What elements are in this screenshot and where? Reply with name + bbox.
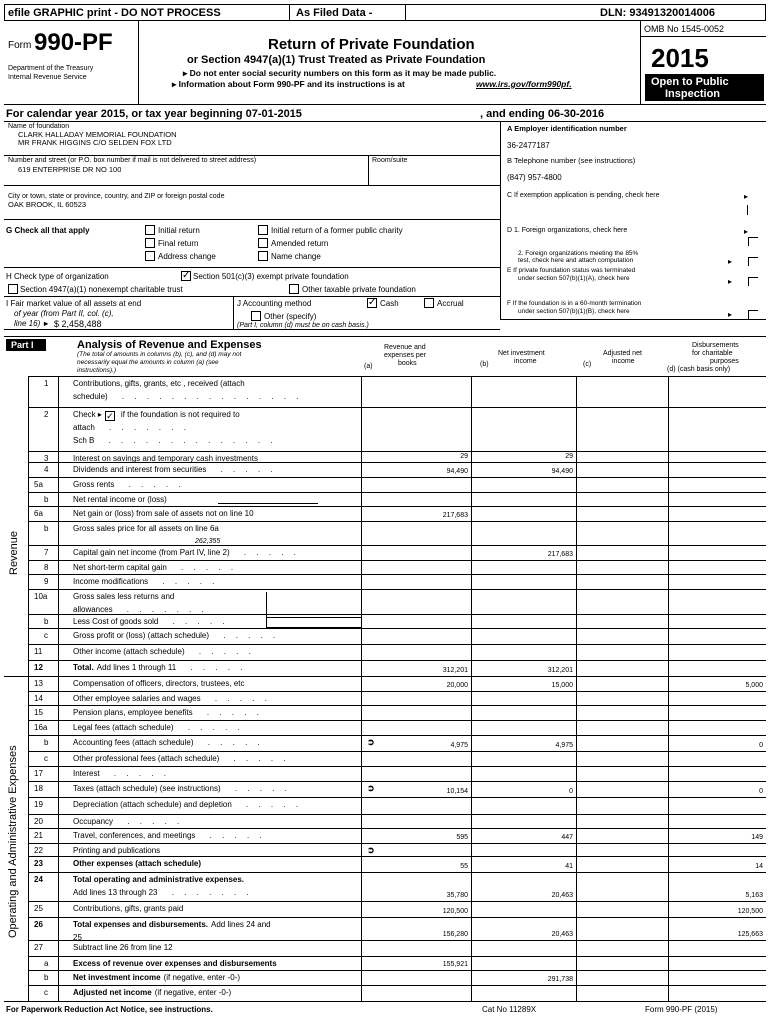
line-description: Net investment income (if negative, enter -0-) bbox=[73, 973, 241, 982]
row-divider bbox=[28, 644, 766, 645]
row-divider bbox=[28, 691, 766, 692]
tax-year: 2015 bbox=[651, 43, 709, 73]
col-a-value: 29 bbox=[460, 453, 468, 460]
row-divider bbox=[28, 781, 766, 782]
initial-former-label: Initial return of a former public charity bbox=[271, 226, 403, 235]
row-divider bbox=[28, 872, 766, 873]
line-description-cont: 25 bbox=[73, 933, 82, 942]
line-description: Total expenses and disbursements. Add lines 24 and bbox=[73, 920, 271, 929]
col-a-value: 156,280 bbox=[442, 931, 468, 938]
line-description: Pension plans, employee benefits . . . . . bbox=[73, 708, 263, 717]
col-d-value: 125,663 bbox=[737, 931, 763, 938]
line-number: 23 bbox=[34, 859, 43, 868]
line-description: Compensation of officers, directors, trustees, etc bbox=[73, 679, 245, 688]
ein-value: 36-2477187 bbox=[507, 141, 550, 150]
row-divider bbox=[28, 843, 766, 844]
foreign-org-label: D 1. Foreign organizations, check here bbox=[507, 227, 628, 234]
line-description: Dividends and interest from securities . . . . . bbox=[73, 465, 277, 474]
line-description: Other professional fees (attach schedule) . . . . . bbox=[73, 754, 290, 763]
row-divider bbox=[28, 477, 766, 478]
row-divider bbox=[28, 705, 766, 706]
city-label: City or town, state or province, country, and ZIP or foreign postal code bbox=[8, 193, 225, 200]
row-divider bbox=[28, 462, 766, 463]
room-label: Room/suite bbox=[372, 157, 408, 164]
cash-label: Cash bbox=[380, 299, 399, 308]
part1-title: Analysis of Revenue and Expenses bbox=[77, 339, 262, 351]
line-number: 19 bbox=[34, 800, 43, 809]
line-description-cont: allowances . . . . . . . bbox=[73, 605, 208, 614]
line-description: Total. Add lines 1 through 11 . . . . . bbox=[73, 663, 247, 672]
tax-period: For calendar year 2015, or tax year beginning 07-01-2015 bbox=[6, 108, 302, 120]
g-label: G Check all that apply bbox=[6, 226, 90, 235]
row-divider bbox=[28, 560, 766, 561]
line-number: b bbox=[44, 617, 49, 626]
dln: DLN: 93491320014006 bbox=[600, 7, 715, 19]
row-divider bbox=[28, 970, 766, 971]
col-a-tag: (a) bbox=[364, 363, 373, 370]
col-d-value: 14 bbox=[755, 863, 763, 870]
footer-form: Form 990-PF (2015) bbox=[645, 1005, 718, 1014]
line-number: 21 bbox=[34, 831, 43, 840]
col-d-head-2: for charitable bbox=[692, 350, 733, 357]
line-number: 14 bbox=[34, 694, 43, 703]
col-a-value: 35,780 bbox=[446, 892, 468, 899]
line-number: 24 bbox=[34, 875, 43, 884]
inspection: Inspection bbox=[665, 88, 721, 100]
line-number: 17 bbox=[34, 769, 43, 778]
4947-label: Section 4947(a)(1) nonexempt charitable trust bbox=[20, 285, 183, 294]
line-description-cont: Add lines 13 through 23 . . . . . . . bbox=[73, 888, 253, 897]
open-public: Open to Public bbox=[651, 76, 729, 88]
col-a-head-2: expenses per bbox=[384, 352, 427, 359]
fmv-label-3: line 16) bbox=[14, 319, 41, 328]
accrual-label: Accrual bbox=[437, 299, 464, 308]
exemption-pending-label: C If exemption application is pending, check here bbox=[507, 192, 660, 199]
col-d-value: 5,163 bbox=[745, 892, 763, 899]
info-note: ▸ Information about Form 990-PF and its instructions is at bbox=[172, 79, 405, 89]
line-description: Gross profit or (loss) (attach schedule) . . . . . bbox=[73, 631, 280, 640]
line-number: 13 bbox=[34, 679, 43, 688]
checkbox-c[interactable] bbox=[747, 205, 748, 215]
arrow-c: ▸ bbox=[744, 192, 749, 201]
dept-irs: Internal Revenue Service bbox=[8, 74, 87, 81]
col-a-value: 94,490 bbox=[446, 468, 468, 475]
street-address: 619 ENTERPRISE DR NO 100 bbox=[18, 165, 122, 174]
form-number: 990-PF bbox=[34, 29, 113, 56]
phone-value: (847) 957-4800 bbox=[507, 173, 562, 182]
line-description: Other employee salaries and wages . . . . . bbox=[73, 694, 271, 703]
checkbox-e[interactable] bbox=[748, 277, 758, 286]
part1-sub-3: instructions).) bbox=[77, 367, 117, 374]
col-b-value: 20,463 bbox=[551, 931, 573, 938]
line-description: Subtract line 26 from line 12 bbox=[73, 943, 173, 952]
irs-link[interactable]: www.irs.gov/form990pf. bbox=[476, 79, 572, 89]
line-number: 18 bbox=[34, 784, 43, 793]
name-label: Name of foundation bbox=[8, 123, 70, 130]
col-d-value: 149 bbox=[751, 834, 763, 841]
expenses-side-label: Operating and Administrative Expenses bbox=[7, 745, 19, 938]
line-description: Contributions, gifts, grants, etc , received (attach bbox=[73, 379, 245, 388]
row-divider bbox=[28, 589, 766, 590]
line-number: 2 bbox=[44, 410, 49, 419]
line-description: Check ▸ ✓ if the foundation is not required to bbox=[73, 410, 240, 421]
line-number: 20 bbox=[34, 817, 43, 826]
line-number: c bbox=[44, 631, 48, 640]
line-description: Total operating and administrative expenses. bbox=[73, 875, 245, 884]
col-a-value: 4,975 bbox=[450, 742, 468, 749]
line-description-cont: schedule) . . . . . . . . . . . . . . . bbox=[73, 392, 303, 401]
line-description: Gross sales less returns and bbox=[73, 592, 175, 601]
col-c-tag: (c) bbox=[583, 361, 592, 368]
row-divider bbox=[28, 956, 766, 957]
line-description: Excess of revenue over expenses and disbursements bbox=[73, 959, 277, 968]
row-divider bbox=[28, 720, 766, 721]
dept-treasury: Department of the Treasury bbox=[8, 65, 94, 72]
line-number: 16a bbox=[34, 723, 48, 732]
line-description: Taxes (attach schedule) (see instructions) . . . . . bbox=[73, 784, 291, 793]
final-return-label: Final return bbox=[158, 239, 199, 248]
amended-return-checkbox[interactable] bbox=[258, 238, 268, 248]
line-description: Net gain or (loss) from sale of assets not on line 10 bbox=[73, 509, 254, 518]
row-divider bbox=[28, 856, 766, 857]
col-c-head-2: income bbox=[612, 358, 635, 365]
form-subtitle: or Section 4947(a)(1) Trust Treated as Private Foundation bbox=[187, 54, 486, 66]
col-b-value: 291,738 bbox=[547, 976, 573, 983]
col-d-head-3: purposes bbox=[710, 358, 739, 365]
line-number: 22 bbox=[34, 846, 43, 855]
line-description: Adjusted net income (if negative, enter -0-) bbox=[73, 988, 232, 997]
efile-label: efile GRAPHIC print - DO NOT PROCESS bbox=[8, 7, 221, 19]
line-description: Interest . . . . . bbox=[73, 769, 170, 778]
line-number: a bbox=[44, 959, 49, 968]
address-change-checkbox[interactable] bbox=[145, 251, 155, 261]
sixty-month-label-2: under section 507(b)(1)(B), check here bbox=[518, 308, 630, 315]
foreign-85-label-2: test, check here and attach computation bbox=[518, 257, 634, 264]
line-description: Capital gain net income (from Part IV, line 2) . . . . . bbox=[73, 548, 300, 557]
row-divider bbox=[28, 376, 766, 377]
other-taxable-checkbox[interactable] bbox=[289, 284, 299, 294]
form-title: Return of Private Foundation bbox=[268, 36, 475, 53]
fmv-value: $ 2,458,488 bbox=[54, 319, 102, 329]
arrow-e: ▸ bbox=[728, 277, 733, 286]
row-divider bbox=[28, 917, 766, 918]
501c3-label: Section 501(c)(3) exempt private foundation bbox=[193, 272, 349, 281]
line-number: 10a bbox=[34, 592, 48, 601]
line-description: Less Cost of goods sold . . . . . bbox=[73, 617, 229, 626]
other-taxable-label: Other taxable private foundation bbox=[302, 285, 416, 294]
col-d-value: 0 bbox=[759, 788, 763, 795]
col-b-value: 15,000 bbox=[551, 682, 573, 689]
attached-schedule-icon[interactable]: ➲ bbox=[367, 737, 375, 747]
row-divider bbox=[28, 735, 766, 736]
line-number: 5a bbox=[34, 480, 43, 489]
row-divider bbox=[28, 660, 766, 661]
line-number: 9 bbox=[44, 577, 49, 586]
initial-return-label: Initial return bbox=[158, 226, 200, 235]
accounting-method-label: J Accounting method bbox=[237, 299, 312, 308]
501c3-checkbox[interactable]: ✓ bbox=[182, 270, 191, 281]
asfiled-label: As Filed Data - bbox=[296, 7, 373, 19]
line-description-cont: Sch B . . . . . . . . . . . . . . bbox=[73, 436, 277, 445]
arrow-d2: ▸ bbox=[728, 257, 733, 266]
col-b-tag: (b) bbox=[480, 361, 489, 368]
sch-b-checkbox[interactable]: ✓ bbox=[106, 411, 114, 421]
line-number: b bbox=[44, 738, 49, 747]
terminated-label-2: under section 507(b)(1)(A), check here bbox=[518, 275, 630, 282]
footer-paperwork: For Paperwork Reduction Act Notice, see instructions. bbox=[6, 1005, 213, 1014]
line-number: 11 bbox=[34, 647, 43, 656]
col-a-value: 120,500 bbox=[442, 908, 468, 915]
row-divider bbox=[28, 751, 766, 752]
line-number: 4 bbox=[44, 465, 49, 474]
col-b-value: 0 bbox=[569, 788, 573, 795]
col-a-value: 312,201 bbox=[442, 667, 468, 674]
foundation-name-1: CLARK HALLADAY MEMORIAL FOUNDATION bbox=[18, 130, 177, 139]
line-number: 25 bbox=[34, 904, 43, 913]
col-a-value: 155,921 bbox=[442, 961, 468, 968]
line-description: Other expenses (attach schedule) bbox=[73, 859, 202, 868]
tax-period-end: , and ending 06-30-2016 bbox=[480, 108, 605, 120]
attached-schedule-icon[interactable]: ➲ bbox=[367, 845, 375, 855]
row-divider bbox=[28, 492, 766, 493]
omb-number: OMB No 1545-0052 bbox=[644, 24, 725, 34]
col-d-value: 120,500 bbox=[737, 908, 763, 915]
row-divider bbox=[28, 828, 766, 829]
row-divider bbox=[28, 614, 766, 615]
line-description: Occupancy . . . . . bbox=[73, 817, 184, 826]
line-description: Gross sales price for all assets on line 6a bbox=[73, 524, 219, 533]
row-divider bbox=[28, 940, 766, 941]
part1-sub-1: (The total of amounts in columns (b), (c), and (d) may not bbox=[77, 351, 242, 358]
line-number: 3 bbox=[44, 454, 49, 463]
fmv-arrow: ▸ bbox=[44, 319, 49, 328]
other-method-label: Other (specify) bbox=[264, 312, 317, 321]
amended-return-label: Amended return bbox=[271, 239, 329, 248]
row-divider bbox=[28, 766, 766, 767]
line-description: Depreciation (attach schedule) and depletion . . . . . bbox=[73, 800, 303, 809]
line-number: 7 bbox=[44, 548, 49, 557]
line-number: 15 bbox=[34, 708, 43, 717]
cash-basis-note: (Part I, column (d) must be on cash basis.) bbox=[237, 322, 369, 329]
cash-checkbox[interactable]: ✓ bbox=[368, 297, 377, 308]
form-prefix: Form bbox=[8, 40, 32, 51]
row-divider bbox=[28, 676, 766, 677]
line-number: 6a bbox=[34, 509, 43, 518]
foreign-85-label-1: 2. Foreign organizations meeting the 85% bbox=[518, 250, 639, 257]
row-divider bbox=[28, 521, 766, 522]
ssn-note: ▸ Do not enter social security numbers on this form as it may be made public. bbox=[183, 68, 497, 78]
inner-entry-box[interactable] bbox=[266, 592, 361, 628]
row-divider bbox=[28, 407, 766, 408]
col-d-value: 5,000 bbox=[745, 682, 763, 689]
fmv-label-1: I Fair market value of all assets at end bbox=[6, 299, 142, 308]
line-description: Accounting fees (attach schedule) . . . . . bbox=[73, 738, 264, 747]
line-number: 1 bbox=[44, 379, 49, 388]
arrow-f: ▸ bbox=[728, 310, 733, 319]
initial-return-checkbox[interactable] bbox=[145, 225, 155, 235]
revenue-side-label: Revenue bbox=[8, 530, 20, 575]
line-number: c bbox=[44, 754, 48, 763]
col-a-head-3: books bbox=[398, 360, 417, 367]
row-divider bbox=[28, 545, 766, 546]
street-label: Number and street (or P.O. box number if mail is not delivered to street address) bbox=[8, 157, 257, 164]
accrual-checkbox[interactable] bbox=[424, 298, 434, 308]
city-address: OAK BROOK, IL 60523 bbox=[8, 200, 87, 209]
col-d-head-1: Disbursements bbox=[692, 342, 739, 349]
line-number: b bbox=[44, 495, 49, 504]
other-method-checkbox[interactable] bbox=[251, 311, 261, 321]
arrow-d1: ▸ bbox=[744, 227, 749, 236]
ein-label: A Employer identification number bbox=[507, 124, 627, 133]
h-label: H Check type of organization bbox=[6, 272, 109, 281]
row-divider bbox=[28, 628, 766, 629]
checkbox-f[interactable] bbox=[748, 310, 758, 319]
col-a-value: 20,000 bbox=[446, 682, 468, 689]
col-a-head-1: Revenue and bbox=[384, 344, 426, 351]
line-number: c bbox=[44, 988, 48, 997]
footer-cat: Cat No 11289X bbox=[482, 1005, 537, 1014]
line-description-cont: 262,355 bbox=[195, 538, 221, 545]
row-divider bbox=[28, 901, 766, 902]
line-description: Net rental income or (loss) bbox=[73, 495, 167, 504]
col-b-value: 29 bbox=[565, 453, 573, 460]
row-divider bbox=[28, 506, 766, 507]
col-b-value: 4,975 bbox=[555, 742, 573, 749]
row-divider bbox=[28, 985, 766, 986]
line-description: Legal fees (attach schedule) . . . . . bbox=[73, 723, 244, 732]
phone-label: B Telephone number (see instructions) bbox=[507, 156, 636, 165]
attached-schedule-icon[interactable]: ➲ bbox=[367, 783, 375, 793]
row-divider bbox=[28, 574, 766, 575]
line-description: Contributions, gifts, grants paid bbox=[73, 904, 184, 913]
checkbox-d2[interactable] bbox=[748, 257, 758, 266]
line-description: Other income (attach schedule) . . . . . bbox=[73, 647, 255, 656]
line-number: b bbox=[44, 524, 49, 533]
foundation-name-2: MR FRANK HIGGINS C/O SELDEN FOX LTD bbox=[18, 138, 172, 147]
row-divider bbox=[28, 797, 766, 798]
checkbox-d1[interactable] bbox=[748, 237, 758, 246]
final-return-checkbox[interactable] bbox=[145, 238, 155, 248]
initial-former-checkbox[interactable] bbox=[258, 225, 268, 235]
line-number: 27 bbox=[34, 943, 43, 952]
col-a-value: 595 bbox=[456, 834, 468, 841]
line-number: 12 bbox=[34, 663, 43, 672]
line-description: Printing and publications bbox=[73, 846, 161, 855]
line-description: Gross rents . . . . . bbox=[73, 480, 185, 489]
col-b-value: 217,683 bbox=[547, 551, 573, 558]
col-c-head-1: Adjusted net bbox=[603, 350, 642, 357]
line-number: 8 bbox=[44, 563, 49, 572]
address-change-label: Address change bbox=[158, 252, 216, 261]
line-description: Net short-term capital gain . . . . . bbox=[73, 563, 238, 572]
sixty-month-label-1: F If the foundation is in a 60-month termination bbox=[507, 300, 642, 307]
col-d-value: 0 bbox=[759, 742, 763, 749]
col-a-value: 217,683 bbox=[442, 512, 468, 519]
col-b-value: 447 bbox=[561, 834, 573, 841]
col-a-value: 55 bbox=[460, 863, 468, 870]
col-b-head-2: income bbox=[514, 358, 537, 365]
name-change-checkbox[interactable] bbox=[258, 251, 268, 261]
line-description: Income modifications . . . . . bbox=[73, 577, 219, 586]
line-description-cont: attach . . . . . . . bbox=[73, 423, 190, 432]
4947-checkbox[interactable] bbox=[8, 284, 18, 294]
line-description: Interest on savings and temporary cash investments bbox=[73, 454, 258, 463]
col-b-value: 20,463 bbox=[551, 892, 573, 899]
name-change-label: Name change bbox=[271, 252, 321, 261]
col-b-value: 94,490 bbox=[551, 468, 573, 475]
terminated-label-1: E If private foundation status was terminated bbox=[507, 267, 636, 274]
row-divider bbox=[28, 814, 766, 815]
col-a-value: 10,154 bbox=[446, 788, 468, 795]
part1-tag-label: Part I bbox=[11, 340, 34, 350]
col-b-head-1: Net investment bbox=[498, 350, 545, 357]
line-description: Travel, conferences, and meetings . . . . . bbox=[73, 831, 266, 840]
col-b-value: 41 bbox=[565, 863, 573, 870]
line-number: b bbox=[44, 973, 49, 982]
fmv-label-2: of year (from Part II, col. (c), bbox=[14, 309, 114, 318]
line-number: 26 bbox=[34, 920, 43, 929]
part1-sub-2: necessarily equal the amounts in column (a) (see bbox=[77, 359, 219, 366]
col-d-head-4: (d) (cash basis only) bbox=[667, 366, 731, 373]
col-b-value: 312,201 bbox=[547, 667, 573, 674]
